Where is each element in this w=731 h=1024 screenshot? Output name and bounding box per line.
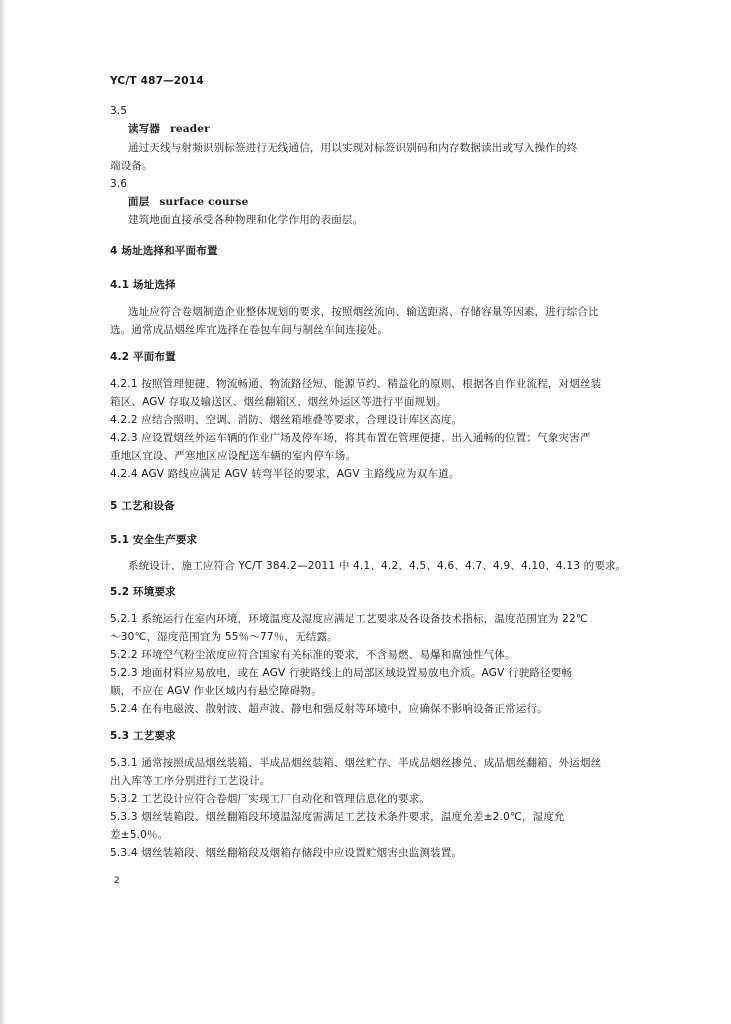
clause-line: 差±5.0％。 bbox=[110, 829, 169, 841]
term-heading bbox=[128, 122, 210, 136]
clause-line: 4.2.2 应结合照明、空调、消防、烟丝箱堆叠等要求，合理设计库区高度。 bbox=[110, 414, 463, 426]
clause-line: 5.2.2 环境空气粉尘浓度应符合国家有关标准的要求，不含易燃、易爆和腐蚀性气体。 bbox=[110, 649, 516, 661]
term-heading bbox=[128, 195, 249, 209]
subsection-heading: 5.3 工艺要求 bbox=[110, 730, 176, 742]
term-cn: 读写器 bbox=[128, 123, 161, 135]
paragraph-line: 选址应符合卷烟制造企业整体规划的要求，按照烟丝流向、输送距离、存储容量等因素，进行综合比 bbox=[128, 306, 599, 318]
page-number: 2 bbox=[114, 876, 120, 886]
clause-line: 4.2.4 AGV 路线应满足 AGV 转弯半径的要求，AGV 主路线应为双车道。 bbox=[110, 468, 460, 480]
term-definition-line: 通过天线与射频识别标签进行无线通信，用以实现对标签识别码和内存数据读出或写入操作的终 bbox=[128, 142, 578, 154]
clause-line: 4.2.3 应设置烟丝外运车辆的作业广场及停车场，将其布置在管理便捷、出入通畅的位置；气象灾害严 bbox=[110, 432, 591, 444]
section-heading: 4 场址选择和平面布置 bbox=[110, 245, 218, 257]
clause-line: 顺，不应在 AGV 作业区域内有悬空障碍物。 bbox=[110, 685, 322, 697]
term-definition-line: 端设备。 bbox=[110, 160, 153, 172]
clause-line: 重地区宜设、严寒地区应设配送车辆的室内停车场。 bbox=[110, 450, 357, 462]
section-heading: 5 工艺和设备 bbox=[110, 500, 175, 512]
subsection-heading: 4.1 场址选择 bbox=[110, 279, 176, 291]
clause-line: 5.3.1 通常按照成品烟丝装箱、半成品烟丝装箱、烟丝贮存、半成品烟丝掺兑、成品烟丝翻箱、外运烟丝 bbox=[110, 757, 602, 769]
clause-line: 出入库等工序分别进行工艺设计。 bbox=[110, 775, 271, 787]
clause-line: 5.3.2 工艺设计应符合卷烟厂实现工厂自动化和管理信息化的要求。 bbox=[110, 793, 431, 805]
standard-number: YC/T 487—2014 bbox=[110, 75, 204, 87]
scan-edge bbox=[0, 0, 6, 1024]
subsection-heading: 5.2 环境要求 bbox=[110, 586, 176, 598]
term-number: 3.5 bbox=[110, 105, 128, 117]
subsection-heading: 5.1 安全生产要求 bbox=[110, 534, 198, 546]
term-en: reader bbox=[170, 123, 210, 135]
paragraph-line: 选。通常成品烟丝库宜选择在卷包车间与制丝车间连接处。 bbox=[110, 324, 389, 336]
clause-line: 5.2.3 地面材料应易放电，或在 AGV 行驶路线上的局部区域设置易放电介质。AGV 行驶路径要畅 bbox=[110, 667, 573, 679]
clause-line: 4.2.1 按照管理便捷、物流畅通、物流路径短、能源节约、精益化的原则，根据各自作业流程，对烟丝装 bbox=[110, 378, 602, 390]
term-number: 3.6 bbox=[110, 178, 128, 190]
clause-line: 5.3.3 烟丝装箱段、烟丝翻箱段环境温湿度需满足工艺技术条件要求，温度允差±2.0℃，湿度允 bbox=[110, 811, 565, 823]
term-definition-line: 建筑地面直接承受各种物理和化学作用的表面层。 bbox=[128, 214, 364, 226]
clause-line: 5.3.4 烟丝装箱段、烟丝翻箱段及烟箱存储段中应设置贮烟害虫监测装置。 bbox=[110, 847, 463, 859]
paragraph-line: 系统设计、施工应符合 YC/T 384.2—2011 中 4.1、4.2、4.5、4.6、4.7、4.9、4.10、4.13 的要求。 bbox=[128, 560, 627, 572]
clause-line: 5.2.1 系统运行在室内环境，环境温度及湿度应满足工艺要求及各设备技术指标，温度范围宜为 22℃ bbox=[110, 613, 588, 625]
clause-line: 箱区、AGV 存取及输送区、烟丝翻箱区、烟丝外运区等进行平面规划。 bbox=[110, 396, 447, 408]
clause-line: 5.2.4 在有电磁波、散射波、超声波、静电和强反射等环境中，应确保不影响设备正常运行。 bbox=[110, 703, 548, 715]
clause-line: ～30℃，湿度范围宜为 55％～77％，无结露。 bbox=[110, 631, 339, 643]
term-en: surface course bbox=[159, 196, 249, 208]
term-cn: 面层 bbox=[128, 196, 150, 208]
subsection-heading: 4.2 平面布置 bbox=[110, 351, 176, 363]
